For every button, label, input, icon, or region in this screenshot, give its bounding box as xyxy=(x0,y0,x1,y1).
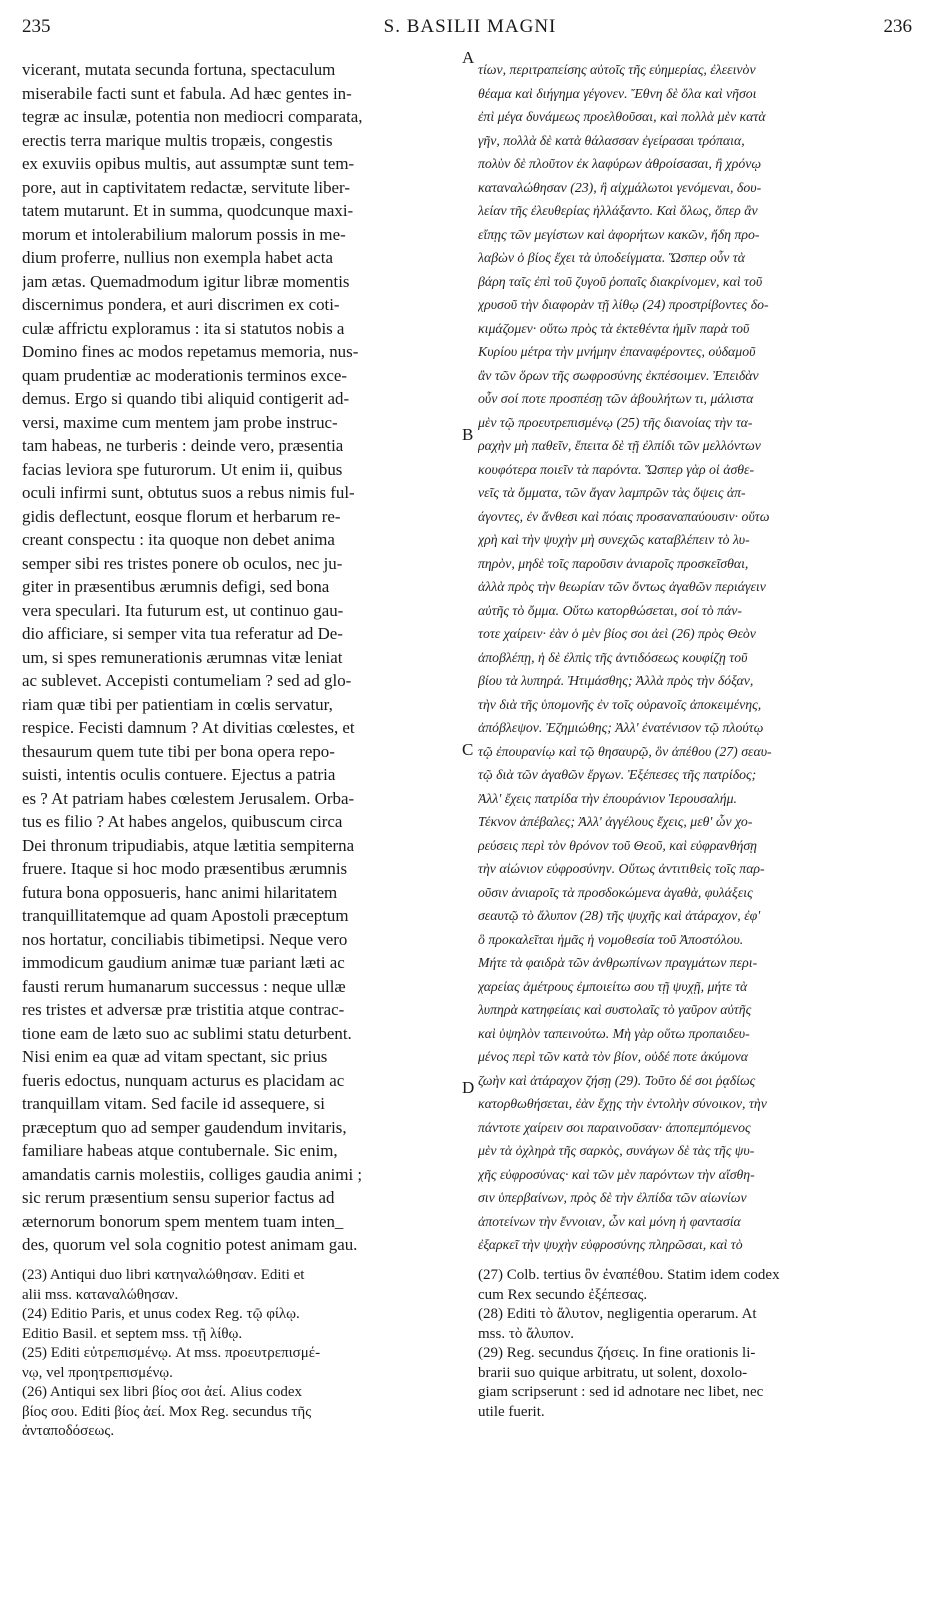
footnotes-left xyxy=(22,1266,320,1442)
latin-text-line: riam quæ tibi per patientiam in cœlis servatur, xyxy=(22,694,333,714)
margin-letter-a: A xyxy=(462,48,475,67)
latin-text-line: Nisi enim ea quæ ad vitam spectant, sic prius xyxy=(22,1047,328,1066)
latin-text-line: semper sibi res tristes ponere ob oculos, nec ju- xyxy=(22,553,343,573)
greek-text-line: τῷ ἐπουρανίῳ καὶ τῷ θησαυρῷ, ὃν ἀπέθου (27) σεαυ- xyxy=(478,743,772,759)
latin-text-line: des, quorum vel sola cognitio potest animam gau. xyxy=(22,1235,358,1254)
latin-text-line: es ? At patriam habes cœlestem Jerusalem. Orba- xyxy=(22,788,355,808)
latin-text-line: tatem mutarunt. Et in summa, quodcunque maxi- xyxy=(22,201,354,220)
latin-text-line: fruere. Itaque si hoc modo præsentibus ærumnis xyxy=(22,859,348,878)
latin-text-line: fueris edoctus, nunquam acturus es placidam ac xyxy=(22,1070,345,1090)
greek-text-line: μὲν τὰ ὀχληρὰ τῆς σαρκὸς, συνάγων δὲ τὰς τῆς ψυ- xyxy=(478,1143,755,1158)
greek-text-line: ἐπὶ μέγα δυνάμεως προελθοῦσαι, καὶ πολλὰ μὲν κατὰ xyxy=(478,109,766,124)
footnotes-right xyxy=(478,1266,780,1422)
latin-text-line: vicerant, mutata secunda fortuna, spectaculum xyxy=(22,60,336,79)
footnote-line: giam scripserunt : sed id adnotare nec libet, nec xyxy=(478,1384,764,1400)
greek-text-line: Μήτε τὰ φαιδρὰ τῶν ἀνθρωπίνων πραγμάτων περι- xyxy=(478,955,758,970)
margin-letter-d: D xyxy=(462,1078,475,1097)
greek-text-line: τῷ διὰ τῶν ἀγαθῶν ἔργων. Ἐξέπεσες τῆς πατρίδος; xyxy=(478,767,757,782)
latin-text-line: gidis deflectunt, eosque florum et herbarum re- xyxy=(22,506,341,526)
greek-text-line: Κυρίου μέτρα τὴν μνήμην ἐπαναφέροντες, οὐδαμοῦ xyxy=(478,344,756,359)
latin-text-line: suisti, intentis oculis contuere. Ejectus a patria xyxy=(22,765,336,784)
greek-text-line: ἂν τῶν ὅρων τῆς σωφροσύνης ἐκπέσοιμεν. Ἐπειδὰν xyxy=(478,367,759,383)
latin-text-line: versi, maxime cum mentem jam probe instruc- xyxy=(22,412,338,432)
latin-text-line: facias leviora spe futurorum. Ut enim ii, quibus xyxy=(22,459,343,479)
greek-text-line: κιμάζομεν· οὕτω πρὸς τὰ ἐκτεθέντα ἡμῖν παρὰ τοῦ xyxy=(478,320,750,336)
greek-text-line: νεῖς τὰ ὄμματα, τῶν ἄγαν λαμπρῶν τὰς ὄψεις ἀπ- xyxy=(478,485,746,500)
greek-text-line: σεαυτῷ τὸ ἄλυπον (28) τῆς ψυχῆς καὶ ἀτάραχον, ἐφ' xyxy=(478,908,761,923)
greek-text-line: πηρὸν, μηδὲ τοῖς παροῦσιν ἀνιαροῖς προσκεῖσθαι, xyxy=(478,555,749,571)
left-page-number: 235 xyxy=(22,16,51,37)
right-page-number: 236 xyxy=(883,16,912,37)
greek-text-line: πολὺν δὲ πλοῦτον ἐκ λαφύρων ἀθροίσασαι, ἢ χρόνῳ xyxy=(478,156,762,171)
greek-text-line: τοτε χαίρειν· ἐὰν ὁ μὲν βίος σοι ἀεὶ (26) πρὸς Θεὸν xyxy=(478,626,756,641)
greek-text-line: βάρη ταῖς ἐπὶ τοῦ ζυγοῦ ῥοπαῖς διακρίνομεν, καὶ τοῦ xyxy=(478,273,763,289)
latin-text-line: culæ affrictu exploramus : ita si statutos nobis a xyxy=(22,318,345,338)
footnote-line: cum Rex secundo ἐξέπεσας. xyxy=(478,1286,648,1303)
latin-text-line: tranquillitatemque ad quam Apostoli præceptum xyxy=(22,906,349,925)
footnote-line: (25) Editi εὐτρεπισμένῳ. At mss. προευτρεπισμέ- xyxy=(22,1345,321,1361)
greek-text-line: βίου τὰ λυπηρά. Ἠτιμάσθης; Ἀλλὰ πρὸς τὴν δόξαν, xyxy=(478,673,754,688)
latin-text-line: respice. Fecisti damnum ? At divitias cœlestes, et xyxy=(22,718,355,737)
greek-text-line: ἀλλὰ πρὸς τὴν θεωρίαν τῶν ὄντως ἀγαθῶν περιάγειν xyxy=(478,579,766,594)
greek-text-line: χρυσοῦ τὴν διαφορὰν τῇ λίθῳ (24) προστρίβοντες δο- xyxy=(478,297,769,312)
latin-text-line: tegræ ac insulæ, potentia non mediocri comparata, xyxy=(22,107,363,126)
latin-text-line: morum et intolerabilium malorum possis in me- xyxy=(22,224,346,244)
footnote-line: (28) Editi τὸ ἄλυτον, negligentia operarum. At xyxy=(478,1306,757,1322)
latin-text-line: tranquillam vitam. Sed facile id assequere, si xyxy=(22,1094,326,1113)
greek-text-line: πάντοτε χαίρειν σοι παραινοῦσαν· ἀποπεμπόμενος xyxy=(478,1119,751,1135)
footnote-line: (23) Antiqui duo libri κατηναλώθησαν. Editi et xyxy=(22,1267,305,1283)
greek-text-line: ἀποβλέπῃ, ἡ δὲ ἐλπὶς τῆς ἀντιδόσεως κουφίζῃ τοῦ xyxy=(478,649,748,665)
greek-text-line: θέαμα καὶ διήγημα γέγονεν. Ἔθνη δὲ ὅλα καὶ νῆσοι xyxy=(478,85,757,101)
greek-text-line: λείαν τῆς ἐλευθερίας ἠλλάξαντο. Καὶ ὅλως, ὅπερ ἂν xyxy=(478,203,758,218)
latin-text-line: vera speculari. Ita futurum est, ut continuo gau- xyxy=(22,600,344,620)
greek-text-line: ρεύσεις περὶ τὸν θρόνον τοῦ Θεοῦ, καὶ εὐφρανθήσῃ xyxy=(478,837,758,853)
greek-text-line: κουφότερα ποιεῖν τὰ παρόντα. Ὥσπερ γὰρ οἱ ἀσθε- xyxy=(478,461,755,477)
latin-text-line: creant conspectu : ita quoque non debet anima xyxy=(22,530,335,549)
margin-letter-b: B xyxy=(462,425,474,444)
footnote-line: (29) Reg. secundus ζήσεις. In fine orationis li- xyxy=(478,1345,756,1361)
footnote-line: mss. τὸ ἄλυπον. xyxy=(478,1325,575,1342)
greek-text-line: Ἀλλ' ἔχεις πατρίδα τὴν ἐπουράνιον Ἱερουσαλήμ. xyxy=(478,790,737,806)
latin-text-line: Dei thronum tripudiabis, atque lætitia sempiterna xyxy=(22,835,355,855)
latin-text-line: ex exuviis opibus multis, aut assumptæ sunt tem- xyxy=(22,154,355,173)
greek-text-line: χρὴ καὶ τὴν ψυχὴν μὴ συνεχῶς καταβλέπειν τὸ λυ- xyxy=(478,532,750,547)
latin-text-line: nos hortatur, conciliabis tibimetipsi. Neque vero xyxy=(22,929,348,949)
greek-text-line: σιν ὑπερβαίνων, πρὸς δὲ τὴν ἐλπίδα τῶν αἰωνίων xyxy=(478,1190,747,1205)
greek-text-line: χῆς εὐφροσύνας· καὶ τῶν μὲν παρόντων τὴν αἴσθη- xyxy=(478,1166,755,1182)
greek-text-line: μὲν τῷ προευτρεπισμένῳ (25) τῆς διανοίας τὴν τα- xyxy=(478,414,753,430)
greek-text-line: αὐτῆς τὸ ὄμμα. Οὕτω κατορθώσεται, σοί τὸ πάν- xyxy=(478,602,743,618)
greek-text-line: τίων, περιτραπείσης αὐτοῖς τῆς εὐημερίας, ἐλεεινὸν xyxy=(478,62,756,77)
latin-text-line: Domino fines ac modos repetamus memoria, nus- xyxy=(22,342,359,361)
footnote-line: utile fuerit. xyxy=(478,1403,545,1420)
latin-text-line: res tristes et adversæ præ tristitia atque contrac- xyxy=(22,1000,345,1019)
running-title: S. BASILII MAGNI xyxy=(383,16,557,37)
latin-column xyxy=(22,58,363,1257)
latin-text-line: ac sublevet. Accepisti contumeliam ? sed ad glo- xyxy=(22,671,352,690)
greek-text-line: Τέκνον ἀπέβαλες; Ἀλλ' ἀγγέλους ἔχεις, μεθ' ὧν χο- xyxy=(478,814,753,829)
footnote-line: alii mss. καταναλώθησαν. xyxy=(22,1286,179,1303)
latin-text-line: erectis terra marique multis tropæis, congestis xyxy=(22,130,333,150)
latin-text-line: pore, aut in captivitatem redactæ, servitute liber- xyxy=(22,177,350,197)
latin-text-line: quam prudentiæ ac moderationis terminos exce- xyxy=(22,365,348,385)
latin-text-line: immodicum gaudium animæ tuæ pariant læti ac xyxy=(22,953,345,972)
greek-text-line: γῆν, πολλὰ δὲ κατὰ θάλασσαν ἐγείρασαι τρόπαια, xyxy=(478,132,745,148)
footnote-line: (24) Editio Paris, et unus codex Reg. τῷ φίλῳ. xyxy=(22,1306,300,1322)
latin-text-line: amandatis carnis molestiis, colliges gaudia animi ; xyxy=(22,1164,363,1184)
latin-text-line: sic rerum præsentium sensu superior factus ad xyxy=(22,1188,335,1207)
footnote-line: ἀνταποδόσεως. xyxy=(22,1423,115,1439)
greek-text-line: ζωὴν καὶ ἀτάραχον ζήσῃ (29). Τοῦτο δέ σοι ῥᾳδίως xyxy=(478,1072,756,1088)
latin-text-line: præceptum quo ad semper gaudendum invitaris, xyxy=(22,1117,347,1137)
footnote-line: (26) Antiqui sex libri βίος σοι ἀεί. Alius codex xyxy=(22,1384,302,1400)
greek-text-line: ἀποτείνων τὴν ἔννοιαν, ὧν καὶ μόνη ἡ φαντασία xyxy=(478,1213,741,1229)
latin-text-line: thesaurum quem tute tibi per bona opera repo- xyxy=(22,741,335,761)
latin-text-line: dio afficiare, si semper vita tua referatur ad De- xyxy=(22,624,343,643)
latin-text-line: um, si spes remunerationis ærumnas vitæ leniat xyxy=(22,647,343,667)
latin-text-line: tus es filio ? At habes angelos, quibuscum circa xyxy=(22,812,343,831)
latin-text-line: jam ætas. Quemadmodum igitur libræ momentis xyxy=(22,271,350,291)
greek-text-line: τὴν διὰ τῆς ὑπομονῆς ἐν τοῖς οὐρανοῖς ἀποκειμένης, xyxy=(478,696,762,712)
greek-text-line: χαρείας ἀμέτρους ἐμποιείτω σου τῇ ψυχῇ, μήτε τὰ xyxy=(478,978,748,994)
greek-text-line: ἐξαρκεῖ τὴν ψυχὴν εὐφροσύνης πληρῶσαι, καὶ τὸ xyxy=(478,1237,743,1252)
latin-text-line: tione eam de læto suo ac sublimi statu deturbent. xyxy=(22,1023,352,1043)
greek-text-line: τὴν αἰώνιον εὐφροσύνην. Οὕτως ἀντιτιθεὶς τοῖς παρ- xyxy=(478,861,765,876)
greek-text-line: άγοντες, ἐν ἄνθεσι καὶ πόαις προσαναπαύουσιν· οὕτω xyxy=(478,508,770,524)
latin-text-line: dium proferre, nullius non exempla habet acta xyxy=(22,248,333,267)
footnote-line: Editio Basil. et septem mss. τῇ λίθῳ. xyxy=(22,1325,243,1342)
latin-text-line: fausti rerum humanarum successus : neque ullæ xyxy=(22,976,346,996)
latin-text-line: futura bona opposueris, hanc animi hilaritatem xyxy=(22,882,338,902)
greek-text-line: λαβὼν ὁ βίος ἔχει τὰ ὑποδείγματα. Ὥσπερ οὖν τὰ xyxy=(478,250,745,265)
latin-text-line: giter in præsentibus ærumnis defigi, sed bona xyxy=(22,577,330,596)
greek-text-line: ἀπόβλεψον. Ἐζημιώθης; Ἀλλ' ἐνατένισον τῷ πλούτῳ xyxy=(478,720,764,735)
latin-text-line: familiare habeas atque contubernale. Sic enim, xyxy=(22,1141,338,1160)
latin-text-line: æternorum bonorum spem mentem tuam inten_ xyxy=(22,1211,344,1231)
latin-text-line: tam habeas, ne turberis : deinde vero, præsentia xyxy=(22,436,344,455)
latin-text-line: demus. Ergo si quando tibi aliquid contigerit ad- xyxy=(22,389,350,408)
latin-text-line: miserabile facti sunt et fabula. Ad hæc gentes in- xyxy=(22,83,352,103)
footnote-line: βίος σου. Editi βίος ἀεί. Mox Reg. secundus τῆς xyxy=(22,1403,312,1420)
greek-text-line: μένος περὶ τῶν κατὰ τὸν βίον, οὐδέ ποτε ἀκύμονα xyxy=(478,1049,749,1064)
latin-text-line: oculi infirmi sunt, obtutus suos a rebus nimis ful- xyxy=(22,483,355,502)
greek-text-line: οὖν σοί ποτε προσπέσῃ τῶν ἀβουλήτων τι, μάλιστα xyxy=(478,391,754,406)
greek-text-line: οῦσιν ἀνιαροῖς τὰ προσδοκώμενα ἀγαθὰ, φυλάξεις xyxy=(478,884,753,900)
latin-text-line: discernimus pondera, et auri discrimen ex coti- xyxy=(22,295,340,314)
greek-text-line: εἴπῃς τῶν μεγίστων καὶ ἀφορήτων κακῶν, ἤδη προ- xyxy=(478,226,760,242)
footnote-line: νῳ, vel προητρεπισμένῳ. xyxy=(22,1364,173,1381)
greek-column xyxy=(478,58,772,1257)
margin-letter-c: C xyxy=(462,740,474,759)
footnote-line: (27) Colb. tertius ὃν ἐναπέθου. Statim idem codex xyxy=(478,1267,780,1283)
footnote-line: brarii suo quique arbitratu, ut solent, doxolo- xyxy=(478,1364,748,1381)
greek-text-line: καταναλώθησαν (23), ἢ αἰχμάλωτοι γενόμεναι, δου- xyxy=(478,179,762,195)
greek-text-line: ὃ προκαλεῖται ἡμᾶς ἡ νομοθεσία τοῦ Ἀποστόλου. xyxy=(478,931,744,947)
greek-text-line: καὶ ὑψηλὸν ταπεινούτω. Μὴ γὰρ οὕτω προπαιδευ- xyxy=(478,1025,750,1041)
greek-text-line: κατορθωθήσεται, ἐὰν ἔχῃς τὴν ἐντολὴν σύνοικον, τὴν xyxy=(478,1096,767,1111)
greek-text-line: ραχὴν μὴ παθεῖν, ἔπειτα δὲ τῇ ἐλπίδι τῶν μελλόντων xyxy=(478,438,761,453)
greek-text-line: λυπηρὰ κατηφείαις καὶ συστολαῖς τὸ γαῦρον αὐτῆς xyxy=(478,1002,752,1017)
